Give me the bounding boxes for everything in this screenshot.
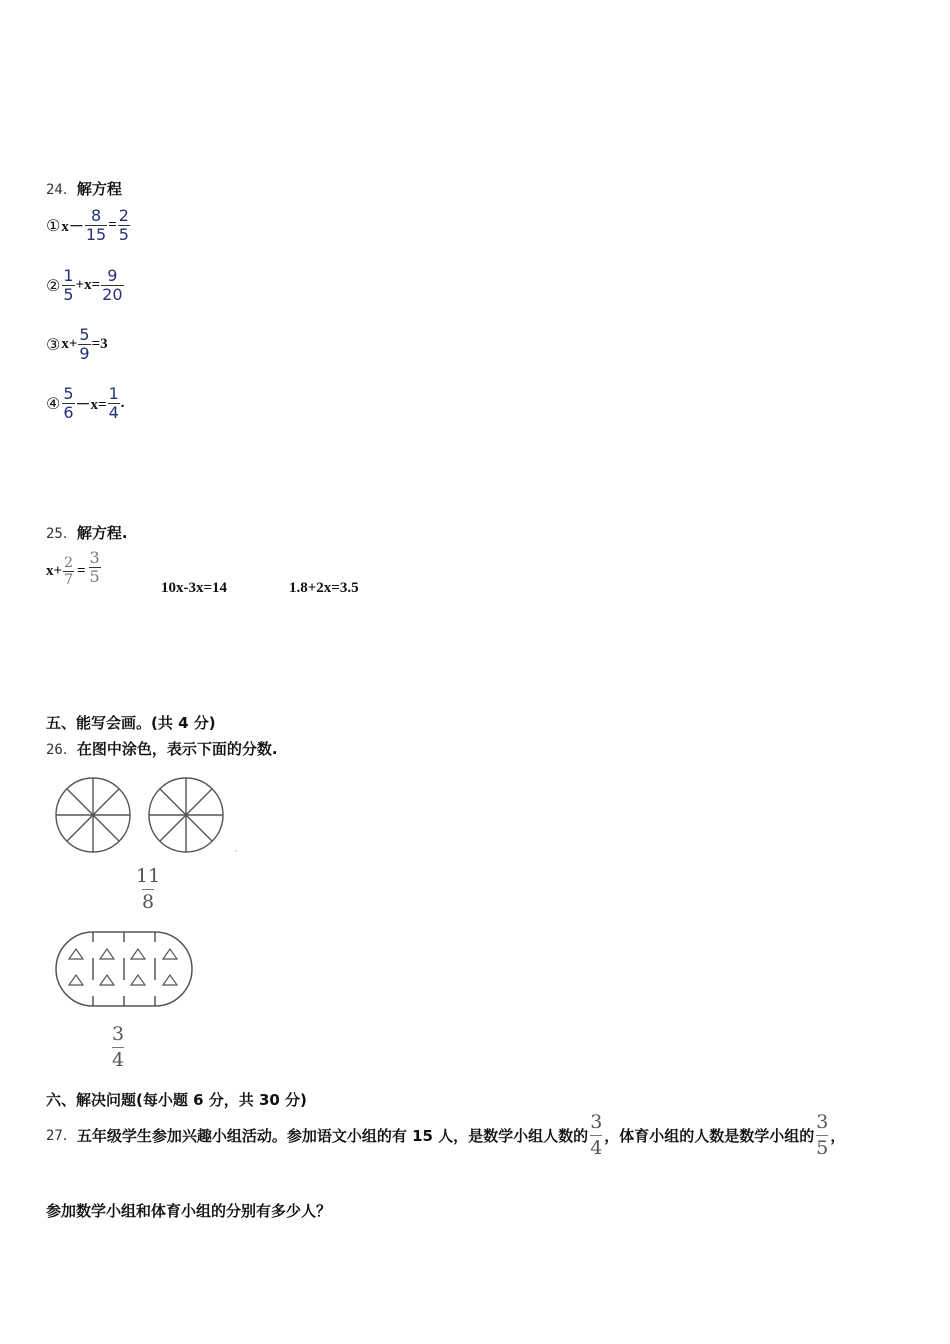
denominator: 6: [63, 403, 74, 422]
eq-text: －x=: [75, 397, 107, 413]
eq-text: =: [108, 217, 117, 233]
question-title: 在图中涂色，表示下面的分数.: [76, 740, 278, 758]
eq-text: 10x-3x=14: [161, 580, 228, 596]
eq-text: =3: [91, 336, 108, 352]
numerator: 1: [63, 266, 74, 285]
question-title: 解方程.: [76, 524, 128, 542]
triangle: [100, 949, 114, 959]
equation-24-2: [46, 268, 125, 303]
question-26-heading: [46, 738, 278, 759]
eq-text: .: [120, 395, 125, 411]
capsule-figure: [55, 928, 195, 1010]
fraction: [112, 1024, 124, 1071]
denominator: 5: [89, 567, 100, 586]
numerator: 3: [590, 1111, 603, 1133]
question-27-line2: 参加数学小组和体育小组的分别有多少人？: [46, 1202, 332, 1220]
triangle: [163, 949, 177, 959]
triangle: [131, 949, 145, 959]
numerator: 3: [89, 548, 100, 567]
denominator: 5: [63, 285, 74, 304]
denominator: 9: [79, 344, 90, 363]
question-27-line1: [46, 1112, 845, 1159]
section-6-heading: 六、解决问题(每小题 6 分，共 30 分): [46, 1091, 307, 1109]
question-title: 解方程: [76, 180, 122, 198]
triangle: [69, 949, 83, 959]
triangle: [100, 975, 114, 985]
circles-figure: [50, 773, 240, 858]
denominator: 15: [85, 225, 107, 244]
denominator: 5: [816, 1136, 829, 1159]
numerator: 9: [107, 266, 118, 285]
fraction: [590, 1112, 602, 1159]
fraction: [62, 268, 74, 303]
numerator: 11: [136, 865, 161, 887]
fraction: [101, 268, 123, 303]
fraction: [63, 556, 74, 587]
fraction: [89, 550, 101, 585]
eq-text: =: [76, 563, 86, 579]
question-number: 24．: [46, 182, 77, 198]
triangle: [69, 975, 83, 985]
denominator: 4: [112, 1048, 125, 1071]
eq-text: +x=: [75, 277, 101, 293]
question-number: 26．: [46, 742, 77, 758]
section-5-heading: 五、能写会画。(共 4 分): [46, 714, 216, 732]
circled-number: ①: [46, 216, 61, 235]
dot-mark: [235, 850, 237, 852]
numerator: 8: [90, 206, 102, 225]
denominator: 8: [142, 890, 155, 913]
fraction-3-4: [112, 1024, 124, 1071]
circled-number: ③: [46, 335, 61, 354]
denominator: 20: [102, 285, 123, 304]
numerator: 1: [108, 384, 119, 403]
question-text: ，体育小组的人数是数学小组的: [604, 1126, 815, 1145]
question-24-heading: [46, 178, 122, 199]
question-text: 五年级学生参加兴趣小组活动。参加语文小组的有 15 人，是数学小组人数的: [76, 1126, 589, 1145]
numerator: 2: [118, 206, 129, 225]
denominator: 7: [64, 572, 73, 588]
denominator: 4: [590, 1136, 603, 1159]
numerator: 5: [63, 384, 74, 403]
question-number: 27．: [46, 1128, 77, 1145]
fraction: [118, 208, 130, 243]
fraction-11-8: [136, 866, 160, 913]
denominator: 4: [108, 403, 119, 422]
capsule-outline: [56, 932, 192, 1006]
fraction: [136, 866, 160, 913]
fraction: [85, 208, 107, 243]
numerator: 2: [64, 555, 73, 571]
circle-right: [149, 778, 223, 852]
question-number: 25．: [46, 526, 77, 542]
question-text: ，: [830, 1126, 846, 1145]
numerator: 3: [112, 1023, 125, 1045]
equation-25-3: [289, 580, 359, 597]
eq-text: x+: [61, 336, 78, 352]
circle-left: [56, 778, 130, 852]
triangles: [69, 949, 177, 985]
equation-24-3: [46, 327, 108, 362]
fraction: [62, 386, 74, 421]
circled-number: ④: [46, 394, 61, 413]
numerator: 3: [816, 1111, 829, 1133]
equation-25-1: [46, 548, 102, 588]
triangle: [163, 975, 177, 985]
equation-24-4: [46, 386, 125, 421]
equation-24-1: [46, 208, 131, 243]
equation-25-2: [161, 580, 227, 597]
fraction: [816, 1112, 828, 1159]
circled-number: ②: [46, 276, 61, 295]
denominator: 5: [118, 225, 129, 244]
fraction: [78, 327, 90, 362]
eq-text: x+: [46, 563, 63, 579]
triangle: [131, 975, 145, 985]
eq-text: 1.8+2x=3.5: [289, 580, 359, 596]
question-25-heading: [46, 522, 128, 543]
numerator: 5: [79, 325, 90, 344]
fraction: [108, 386, 120, 421]
eq-text: x－: [61, 219, 84, 235]
